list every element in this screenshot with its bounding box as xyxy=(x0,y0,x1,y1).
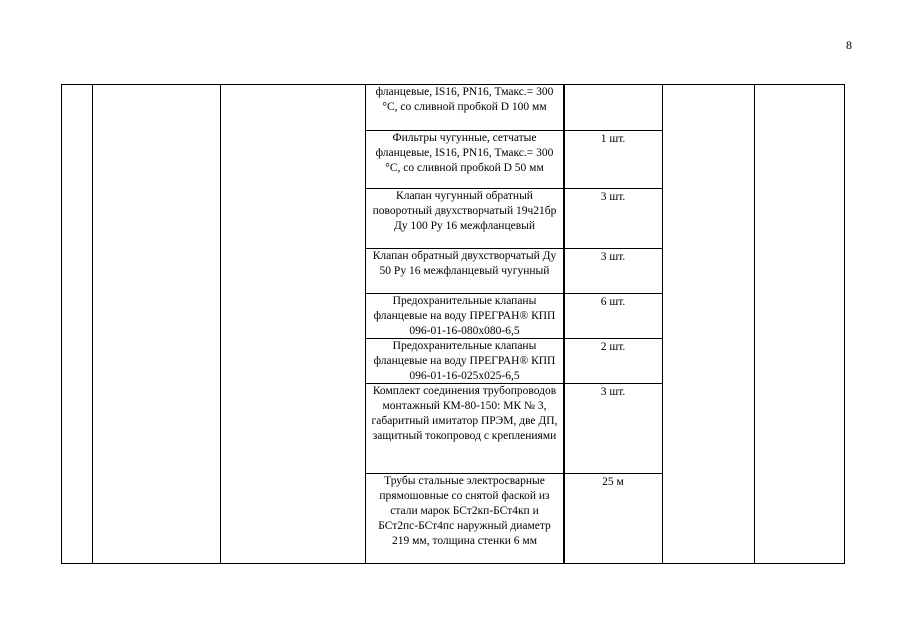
item-quantity xyxy=(564,85,662,131)
page-number: 8 xyxy=(846,38,852,52)
item-description: Комплект соединения трубопроводов монтажный КМ-80-150: МК № 3, габаритный имитатор ПРЭМ, две ДП, защитный токопровод с креплениями xyxy=(366,384,564,474)
item-description: Клапан чугунный обратный поворотный двухстворчатый 19ч21бр Ду 100 Ру 16 межфланцевый xyxy=(366,189,564,249)
item-quantity: 3 шт. xyxy=(564,384,662,474)
item-description: фланцевые, IS16, PN16, Тмакс.= 300 °С, со сливной пробкой D 100 мм xyxy=(366,85,564,131)
item-description: Фильтры чугунные, сетчатые фланцевые, IS16, PN16, Тмакс.= 300 °С, со сливной пробкой D 50 мм xyxy=(366,131,564,189)
item-description: Трубы стальные электросварные прямошовные со снятой фаской из стали марок БСт2кп-БСт4кп и БСт2пс-БСт4пс наружный диаметр 219 мм, толщина стенки 6 мм xyxy=(366,474,564,563)
item-description: Клапан обратный двухстворчатый Ду 50 Ру 16 межфланцевый чугунный xyxy=(366,249,564,294)
column-divider xyxy=(754,84,755,564)
item-quantity: 3 шт. xyxy=(564,249,662,294)
item-description: Предохранительные клапаны фланцевые на воду ПРЕГРАН® КПП 096-01-16-080х080-6,5 xyxy=(366,294,564,339)
column-divider xyxy=(92,84,93,564)
item-quantity: 1 шт. xyxy=(564,131,662,189)
item-quantity: 3 шт. xyxy=(564,189,662,249)
item-quantity: 6 шт. xyxy=(564,294,662,339)
column-divider xyxy=(220,84,221,564)
item-quantity: 25 м xyxy=(602,476,624,488)
item-quantity: 2 шт. xyxy=(564,339,662,384)
item-description: Предохранительные клапаны фланцевые на воду ПРЕГРАН® КПП 096-01-16-025х025-6,5 xyxy=(366,339,564,384)
column-divider xyxy=(662,84,663,564)
